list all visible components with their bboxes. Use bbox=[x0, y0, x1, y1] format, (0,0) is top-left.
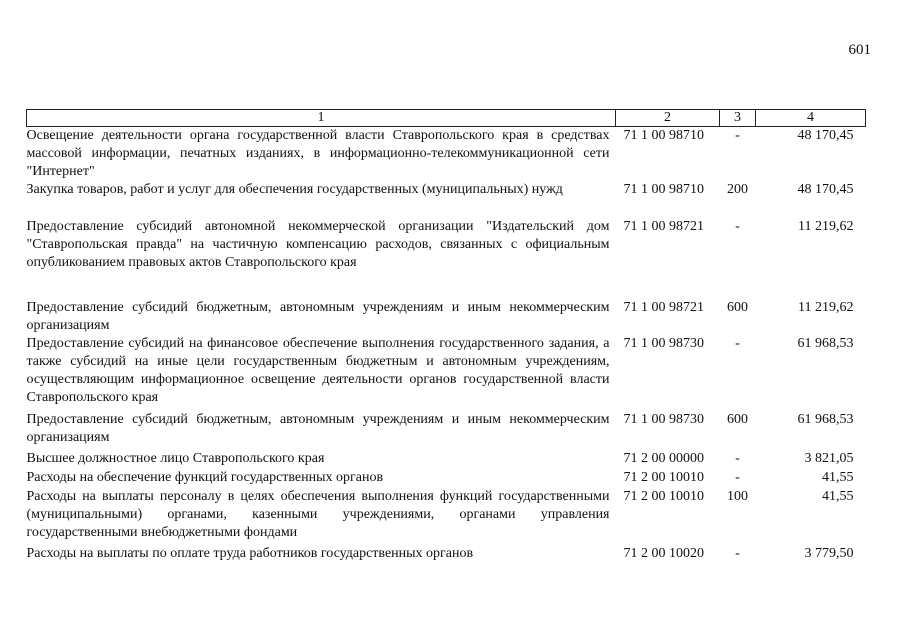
row-name: Расходы на выплаты по оплате труда работников государственных органов bbox=[26, 546, 474, 561]
table-row bbox=[27, 411, 866, 450]
row-type: 100 bbox=[727, 489, 748, 504]
row-name: Закупка товаров, работ и услуг для обеспечения государственных (муниципальных) нужд bbox=[26, 182, 563, 197]
table-row bbox=[27, 488, 866, 545]
column-header-type: 3 bbox=[720, 110, 756, 127]
row-amount: 61 968,53 bbox=[797, 412, 854, 427]
row-amount: 61 968,53 bbox=[797, 336, 854, 351]
row-code: 71 2 00 10010 bbox=[623, 470, 704, 485]
table-row bbox=[27, 450, 866, 469]
column-header-amount: 4 bbox=[756, 110, 866, 127]
row-amount: 11 219,62 bbox=[798, 219, 854, 234]
table-row bbox=[27, 181, 866, 218]
row-amount: 48 170,45 bbox=[797, 128, 854, 143]
table-row bbox=[27, 127, 866, 182]
table-row bbox=[27, 299, 866, 335]
row-amount: 41,55 bbox=[822, 489, 854, 504]
row-code: 71 1 00 98721 bbox=[623, 219, 704, 234]
row-code: 71 1 00 98710 bbox=[623, 182, 704, 197]
row-type: - bbox=[735, 128, 740, 143]
row-code: 71 2 00 00000 bbox=[623, 451, 704, 466]
row-code: 71 1 00 98721 bbox=[623, 300, 704, 315]
row-type: - bbox=[735, 470, 740, 485]
header-row bbox=[27, 110, 866, 127]
table-row bbox=[27, 545, 866, 564]
row-code: 71 2 00 10010 bbox=[623, 489, 704, 504]
row-type: 600 bbox=[727, 412, 748, 427]
row-name: Освещение деятельности органа государственной власти Ставропольского края в средствах массовой информации, печатных изданиях, в информационно-телекоммуникационной сети "Интернет" bbox=[26, 128, 610, 179]
row-amount: 3 779,50 bbox=[804, 546, 854, 561]
row-type: - bbox=[735, 336, 740, 351]
row-code: 71 1 00 98730 bbox=[623, 412, 704, 427]
table-row bbox=[27, 218, 866, 299]
column-header-code: 2 bbox=[616, 110, 720, 127]
column-header-name: 1 bbox=[27, 110, 616, 127]
row-name: Расходы на обеспечение функций государственных органов bbox=[26, 470, 384, 485]
row-code: 71 2 00 10020 bbox=[623, 546, 704, 561]
row-name: Предоставление субсидий на финансовое обеспечение выполнения государственного задания, а также субсидий на иные цели государственным бюджетным и автономным учреждениям, осуществляющим информационное освещение деятельности органов государственной власти Ставропольского края bbox=[26, 336, 610, 405]
row-name: Расходы на выплаты персоналу в целях обеспечения выполнения функций государственными (муниципальными) органами, казенными учреждениями, органами управления государственными внебюджетными фондами bbox=[26, 489, 610, 540]
row-name: Предоставление субсидий бюджетным, автономным учреждениям и иным некоммерческим организациям bbox=[26, 300, 610, 333]
budget-table bbox=[26, 109, 866, 564]
table-row bbox=[27, 335, 866, 411]
row-code: 71 1 00 98710 bbox=[623, 128, 704, 143]
row-code: 71 1 00 98730 bbox=[623, 336, 704, 351]
row-type: - bbox=[735, 546, 740, 561]
row-amount: 3 821,05 bbox=[804, 451, 854, 466]
row-type: - bbox=[735, 451, 740, 466]
row-name: Предоставление субсидий автономной некоммерческой организации "Издательский дом "Ставропольская правда" на частичную компенсацию расходов, связанных с официальным опубликованием правовых актов Ставропольского края bbox=[26, 219, 610, 270]
page-number: 601 bbox=[848, 42, 871, 58]
row-amount: 41,55 bbox=[822, 470, 854, 485]
row-name: Высшее должностное лицо Ставропольского края bbox=[26, 451, 325, 466]
row-type: 200 bbox=[727, 182, 748, 197]
row-amount: 11 219,62 bbox=[798, 300, 854, 315]
table-row bbox=[27, 469, 866, 488]
row-type: 600 bbox=[727, 300, 748, 315]
row-name: Предоставление субсидий бюджетным, автономным учреждениям и иным некоммерческим организациям bbox=[26, 412, 610, 445]
row-type: - bbox=[735, 219, 740, 234]
row-amount: 48 170,45 bbox=[797, 182, 854, 197]
